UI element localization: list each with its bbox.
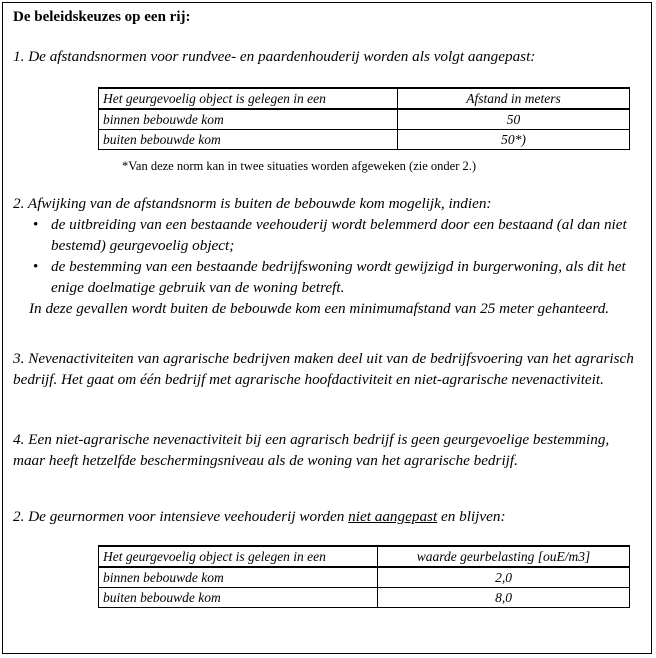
table-header-cell: Het geurgevoelig object is gelegen in een [99,546,378,567]
distance-norms-table [98,87,630,150]
bullet-text: de bestemming van een bestaande bedrijfswoning wordt gewijzigd in burgerwoning, als dit het enige doelmatige gebruik van de woning betreft. [51,258,626,296]
odour-norms-table [98,545,630,608]
table-cell: 2,0 [378,567,630,588]
item-5-text-after: en blijven: [437,508,506,525]
table-footnote: *Van deze norm kan in twee situaties worden afgeweken (zie onder 2.) [122,159,477,173]
table-cell: buiten bebouwde kom [99,130,398,150]
item-5-underlined: niet aangepast [348,508,438,525]
item-2-closing: In deze gevallen wordt buiten de bebouwde kom een minimumafstand van 25 meter gehanteerd. [29,300,610,317]
table-row [99,109,630,130]
table-header-cell: Afstand in meters [398,88,630,109]
bullet-text: de uitbreiding van een bestaande veehouderij wordt belemmerd door een bestaand (al dan niet bestemd) geurgevoelig object; [51,216,627,254]
item-3-text: 3. Nevenactiviteiten van agrarische bedrijven maken deel uit van de bedrijfsvoering van het agrarisch bedrijf. Het gaat om één bedrijf met agrarische hoofdactiviteit en niet-agrarische nevenactiviteit. [13,350,634,388]
page-title: De beleidskeuzes op een rij: [13,9,191,25]
table-header-cell: Het geurgevoelig object is gelegen in een [99,88,398,109]
item-2-block [13,193,641,319]
item-4-text: 4. Een niet-agrarische nevenactiviteit bij een agrarisch bedrijf is geen geurgevoelige bestemming, maar heeft hetzelfde beschermingsniveau als de woning van het agrarische bedrijf. [13,431,610,469]
table-row [99,130,630,150]
table-row [99,588,630,608]
table-cell: binnen bebouwde kom [99,567,378,588]
item-1-text: 1. De afstandsnormen voor rundvee- en paardenhouderij worden als volgt aangepast: [13,48,536,65]
list-item [13,214,641,256]
table-header-cell: waarde geurbelasting [ouE/m3] [378,546,630,567]
table-cell: buiten bebouwde kom [99,588,378,608]
table-cell: 50*) [398,130,630,150]
bullet-icon: • [33,216,39,233]
table-cell: 8,0 [378,588,630,608]
table-header-row [99,546,630,567]
table-header-row [99,88,630,109]
bullet-icon: • [33,258,39,275]
list-item [13,256,641,298]
item-5-text-before: 2. De geurnormen voor intensieve veehouderij worden [13,508,349,525]
document-frame [2,2,652,654]
item-5-text [13,506,641,527]
item-2-text: 2. Afwijking van de afstandsnorm is buiten de bebouwde kom mogelijk, indien: [13,195,492,212]
table-cell: binnen bebouwde kom [99,109,398,130]
item-2-bullet-list [13,214,641,298]
table-row [99,567,630,588]
table-cell: 50 [398,109,630,130]
